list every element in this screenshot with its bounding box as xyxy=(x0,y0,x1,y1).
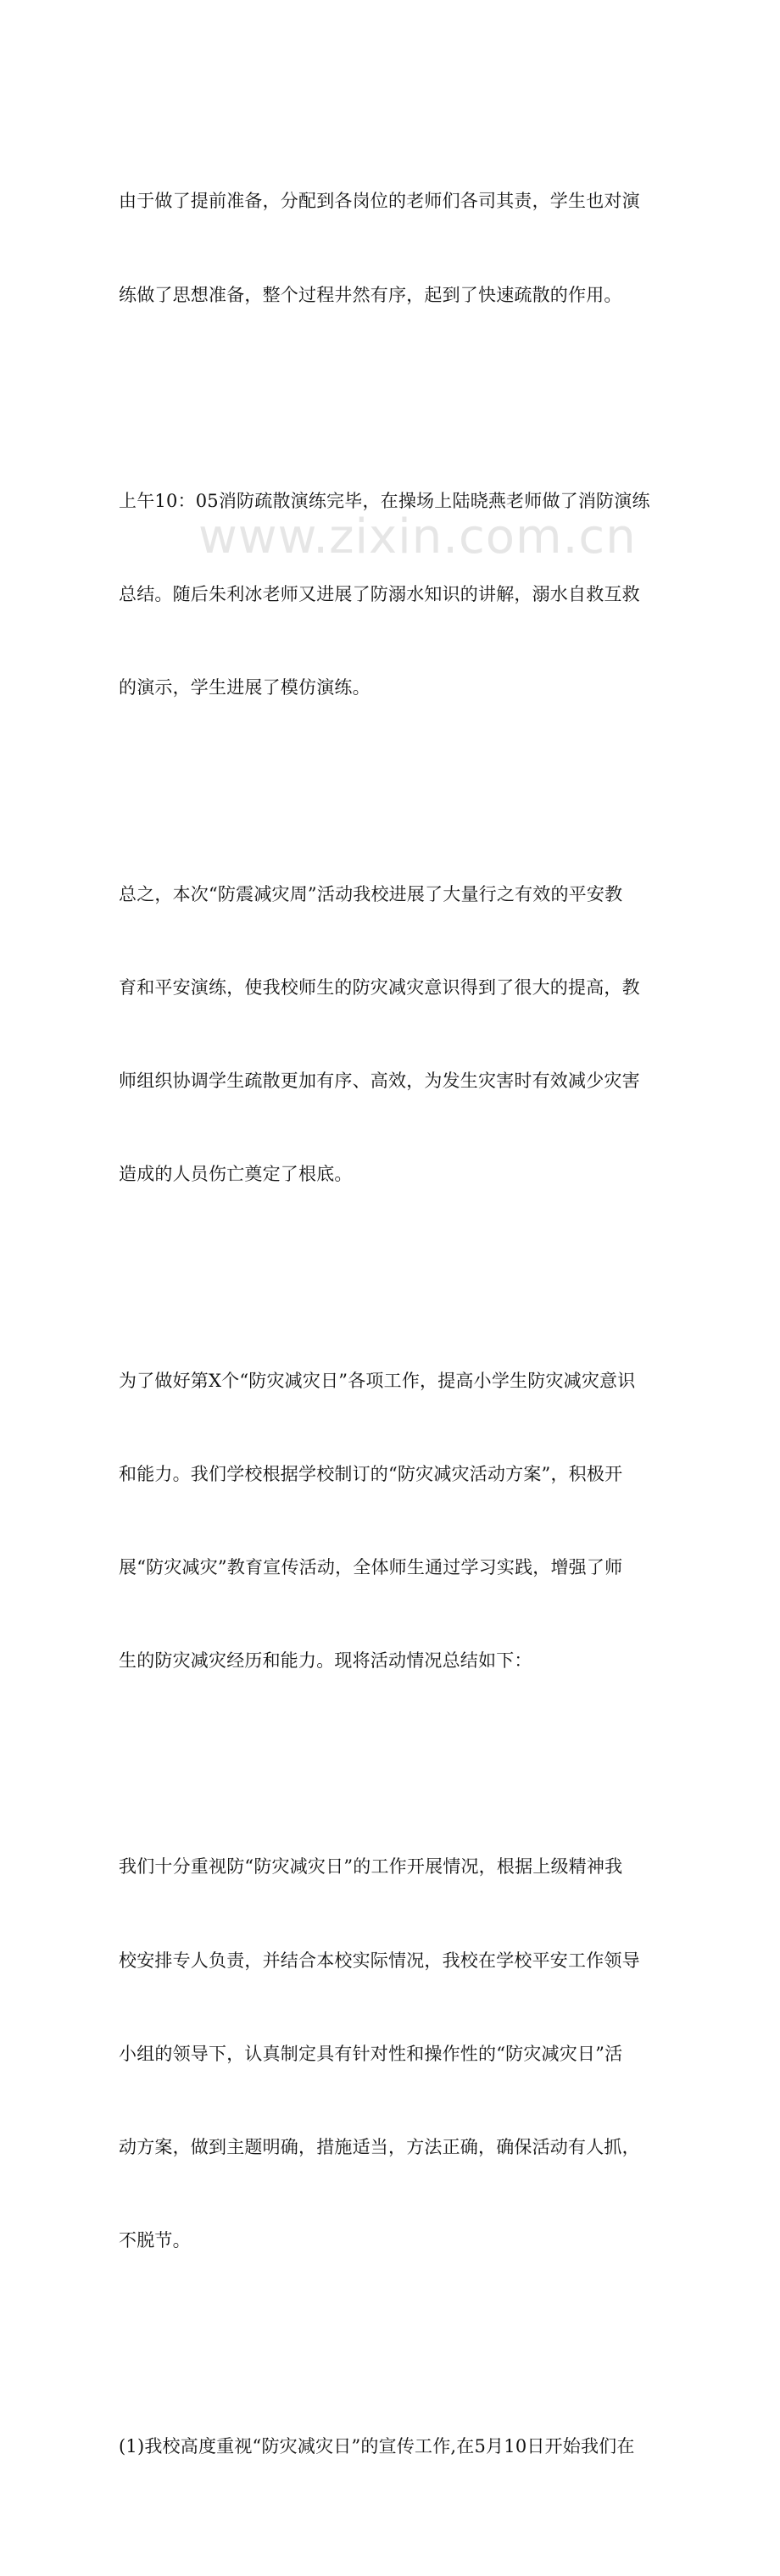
text-line: 为了做好第X个“防灾减灾日”各项工作，提高小学生防灾减灾意识 xyxy=(119,1370,636,1391)
text-line: 由于做了提前准备，分配到各岗位的老师们各司其责，学生也对演 xyxy=(119,191,640,212)
text-line: 造成的人员伤亡奠定了根底。 xyxy=(119,1164,353,1185)
text-line: 生的防灾减灾经历和能力。现将活动情况总结如下： xyxy=(119,1650,532,1671)
text-line: (1)我校高度重视“防灾减灾日”的宣传工作,在5月10日开始我们在 xyxy=(119,2436,635,2457)
text-line: 的演示，学生进展了模仿演练。 xyxy=(119,677,370,698)
text-line: 小组的领导下，认真制定具有针对性和操作性的“防灾减灾日”活 xyxy=(119,2043,623,2064)
paragraph-drill-summary xyxy=(119,424,668,766)
watermark-text: www.zixin.com.cn xyxy=(198,509,637,565)
paragraph-evacuation-preparation xyxy=(119,124,668,373)
text-line: 上午10：05消防疏散演练完毕，在操场上陆晓燕老师做了消防演练 xyxy=(119,491,650,512)
text-line: 不脱节。 xyxy=(119,2229,191,2251)
paragraph-organization xyxy=(119,1789,668,2318)
text-line: 动方案，做到主题明确，措施适当，方法正确，确保活动有人抓， xyxy=(119,2136,640,2157)
text-line: 练做了思想准备，整个过程井然有序，起到了快速疏散的作用。 xyxy=(119,284,622,305)
document-body xyxy=(119,124,668,2576)
text-line: 我们十分重视防“防灾减灾日”的工作开展情况，根据上级精神我 xyxy=(119,1856,623,1878)
text-line: 总结。随后朱利冰老师又进展了防溺水知识的讲解，溺水自救互救 xyxy=(119,584,640,605)
paragraph-activity-conclusion xyxy=(119,816,668,1252)
paragraph-disaster-day-intro xyxy=(119,1303,668,1739)
text-line: 总之，本次“防震减灾周”活动我校进展了大量行之有效的平安教 xyxy=(119,883,623,904)
text-line: 校安排专人负责，并结合本校实际情况，我校在学校平安工作领导 xyxy=(119,1950,640,1971)
text-line: 展“防灾减灾”教育宣传活动，全体师生通过学习实践，增强了师 xyxy=(119,1556,623,1577)
text-line: 和能力。我们学校根据学校制订的“防灾减灾活动方案”，积极开 xyxy=(119,1463,623,1484)
text-line: 师组织协调学生疏散更加有序、高效，为发生灾害时有效减少灾害 xyxy=(119,1070,640,1091)
paragraph-publicity-item-1 xyxy=(119,2369,668,2525)
text-line: 育和平安演练，使我校师生的防灾减灾意识得到了很大的提高，教 xyxy=(119,976,640,998)
